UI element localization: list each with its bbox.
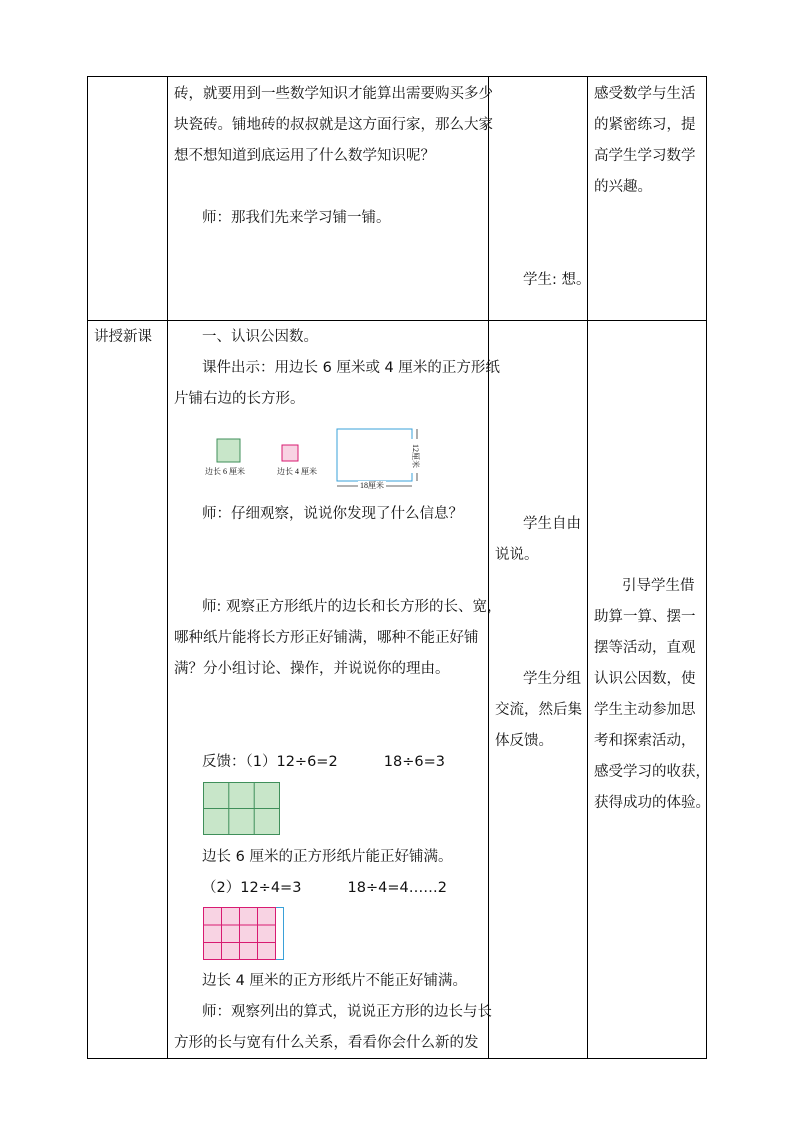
discuss-line: 哪种纸片能将长方形正好铺满，哪种不能正好铺 [174, 630, 479, 646]
design-intent-line: 感受学习的收获， [594, 764, 710, 780]
column-border-1 [87, 76, 88, 1059]
discuss-line: 师: 观察正方形纸片的边长和长方形的长、宽， [202, 599, 502, 615]
green-tiling-grid [203, 782, 282, 840]
process-text-line: 砖，就要用到一些数学知识才能算出需要购买多少 [174, 86, 493, 102]
row-divider [87, 320, 707, 321]
observe-line: 师：仔细观察，说说你发现了什么信息？ [202, 506, 463, 522]
design-intent-line: 考和探索活动， [594, 733, 696, 749]
discuss-line: 满？分小组讨论、操作，并说说你的理由。 [174, 661, 450, 677]
design-intent-line: 引导学生借 [622, 578, 695, 594]
design-intent-line: 高学生学习数学 [594, 148, 696, 164]
student-activity-line: 学生自由 [523, 516, 581, 532]
tiling-figure [196, 424, 436, 494]
design-intent-line: 助算一算、摆一 [594, 609, 696, 625]
design-intent-line: 学生主动参加思 [594, 702, 696, 718]
label-4cm: 边长 4 厘米 [277, 467, 317, 476]
conclusion-2: 边长 4 厘米的正方形纸片不能正好铺满。 [202, 973, 467, 989]
target-rectangle [337, 429, 412, 481]
courseware-line: 课件出示：用边长 6 厘米或 4 厘米的正方形纸 [202, 360, 500, 376]
label-6cm: 边长 6 厘米 [205, 467, 245, 476]
final-line: 方形的长与宽有什么关系，看看你会什么新的发 [174, 1035, 479, 1051]
courseware-line: 片铺右边的长方形。 [174, 391, 305, 407]
pink-square-4cm [282, 445, 298, 461]
table-top-border [87, 76, 707, 77]
student-activity-line: 学生分组 [523, 671, 581, 687]
process-text-line: 想不想知道到底运用了什么数学知识呢？ [174, 148, 435, 164]
label-width: 18厘米 [360, 481, 384, 490]
student-response: 学生: 想。 [523, 272, 591, 288]
conclusion-1: 边长 6 厘米的正方形纸片能正好铺满。 [202, 849, 453, 865]
green-square-6cm [217, 439, 240, 462]
student-activity-line: 交流，然后集 [495, 702, 582, 718]
design-intent-line: 获得成功的体验。 [594, 795, 710, 811]
stage-label: 讲授新课 [94, 329, 152, 345]
design-intent-line: 认识公因数，使 [594, 671, 696, 687]
design-intent-line: 的兴趣。 [594, 179, 652, 195]
design-intent-line: 的紧密练习，提 [594, 117, 696, 133]
design-intent-line: 摆等活动，直观 [594, 640, 696, 656]
process-text-line: 块瓷砖。铺地砖的叔叔就是这方面行家，那么大家 [174, 117, 493, 133]
section-title: 一、认识公因数。 [202, 329, 318, 345]
student-activity-line: 体反馈。 [495, 733, 553, 749]
feedback-1: 反馈：（1）12÷6=2 18÷6=3 [202, 754, 445, 770]
final-line: 师：观察列出的算式，说说正方形的边长与长 [202, 1004, 492, 1020]
design-intent-line: 感受数学与生活 [594, 86, 696, 102]
column-border-2 [167, 76, 168, 1059]
column-border-3 [488, 76, 489, 1059]
teacher-line: 师：那我们先来学习铺一铺。 [202, 210, 391, 226]
column-border-4 [587, 76, 588, 1059]
student-activity-line: 说说。 [495, 547, 539, 563]
feedback-2: （2）12÷4=3 18÷4=4……2 [202, 880, 447, 896]
pink-tiling-grid [203, 907, 287, 965]
label-height: 12厘米 [410, 439, 420, 473]
column-border-5 [706, 76, 707, 1059]
